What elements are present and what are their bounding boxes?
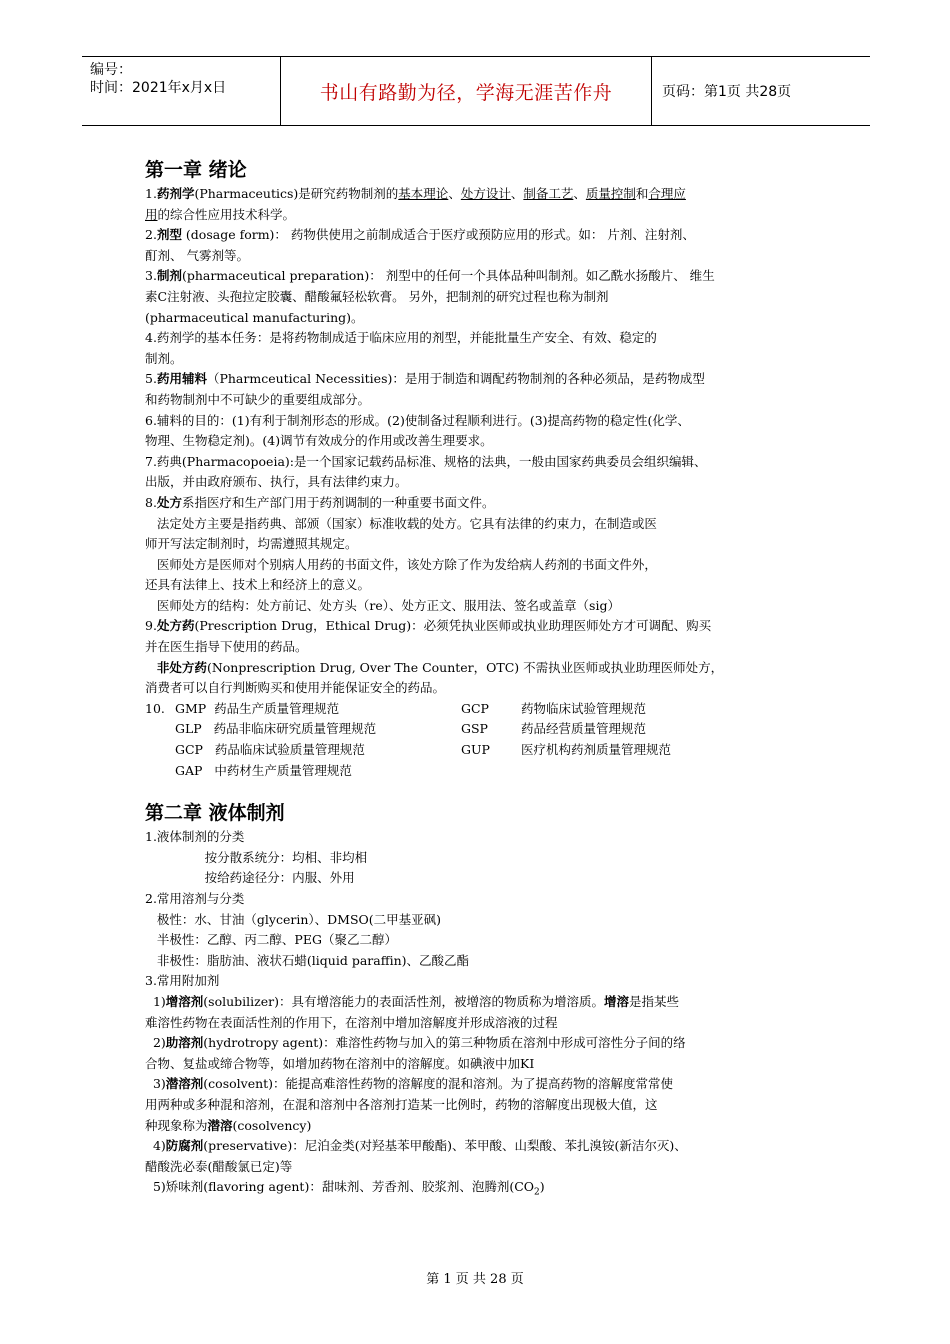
term-preparation: 制剂 bbox=[156, 268, 182, 284]
header-motto: 书山有路勤为径，学海无涯苦作舟 bbox=[281, 57, 652, 125]
term-prescription: 处方 bbox=[156, 494, 182, 510]
para-text: (solubilizer)：具有增溶能力的表面活性剂，被增溶的物质称为增溶质。 bbox=[203, 993, 604, 1009]
para-8-line-6: 医师处方的结构：处方前记、处方头（re）、处方正文、服用法、签名或盖章（sig） bbox=[145, 597, 620, 613]
para-text: (cosolvency) bbox=[232, 1117, 312, 1133]
para-text: (preservative)：尼泊金类(对羟基苯甲酸酯)、苯甲酸、山梨酸、苯扎溴铵(新洁尔灭)、 bbox=[203, 1138, 687, 1154]
para-3-line-1 bbox=[145, 266, 820, 287]
additive-3-line-2: 用两种或多种混和溶剂，在混和溶剂中各溶剂打造某一比例时，药物的溶解度出现极大值，这 bbox=[145, 1096, 658, 1112]
ch2-line-8: 3.常用附加剂 bbox=[145, 973, 220, 989]
gxp-entry: GLP 药品非临床研究质量管理规范 bbox=[175, 721, 377, 737]
para-8-line-3: 师开写法定制剂时，均需遵照其规定。 bbox=[145, 536, 358, 552]
additive-3-line-3 bbox=[145, 1116, 820, 1137]
separator: 、 bbox=[510, 186, 524, 201]
gxp-entry: GMP 药品生产质量管理规范 bbox=[175, 700, 340, 716]
additive-4-line-2: 醋酸洗必泰(醋酸氯已定)等 bbox=[145, 1158, 293, 1174]
ch2-line-1: 1.液体制剂的分类 bbox=[145, 829, 245, 845]
document-time: 时间：2021年x月x日 bbox=[90, 80, 227, 96]
para-8-line-4: 医师处方是医师对个别病人用药的书面文件，该处方除了作为发给病人药剂的书面文件外， bbox=[145, 556, 657, 572]
para-text: （Pharmceutical Necessities)：是用于制造和调配药物制剂的各种必须品，是药物成型 bbox=[206, 371, 705, 387]
underlined-term: 合理应 bbox=[648, 186, 686, 201]
para-text: (cosolvent)：能提高难溶性药物的溶解度的混和溶剂。为了提高药物的溶解度常常使 bbox=[203, 1076, 674, 1092]
gxp-desc: 药物临床试验管理规范 bbox=[521, 700, 647, 716]
para-6-line-2: 物理、生物稳定剂)。(4)调节有效成分的作用或改善生理要求。 bbox=[145, 433, 493, 449]
para-1-line-1 bbox=[145, 184, 820, 205]
para-3-line-2: 素C注射液、头孢拉定胶囊、醋酸氟轻松软膏。 另外，把制剂的研究过程也称为制剂 bbox=[145, 288, 609, 304]
gxp-code: GCP bbox=[461, 700, 489, 716]
additive-4-line-1 bbox=[145, 1136, 820, 1157]
item-number: 5. bbox=[145, 371, 157, 387]
item-number: 8. bbox=[145, 494, 157, 510]
additive-3-line-1 bbox=[145, 1074, 820, 1095]
para-5-line-2: 和药物制剂中不可缺少的重要组成部分。 bbox=[145, 391, 371, 407]
item-number: 1) bbox=[145, 993, 166, 1009]
ch2-line-6: 半极性：乙醇、丙二醇、PEG（聚乙二醇） bbox=[145, 932, 397, 948]
gxp-row-2 bbox=[145, 719, 820, 740]
para-8-line-2: 法定处方主要是指药典、部颁（国家）标准收载的处方。它具有法律的约束力，在制造或医 bbox=[145, 515, 657, 531]
additive-1-line-1 bbox=[145, 992, 820, 1013]
para-text: (Nonprescription Drug, Over The Counter，OTC) 不需执业医师或执业助理医师处方， bbox=[206, 659, 724, 675]
para-text: 的综合性应用技术科学。 bbox=[157, 206, 296, 222]
para-3-line-3: (pharmaceutical manufacturing)。 bbox=[145, 309, 364, 325]
para-9b-line-2: 消费者可以自行判断购买和使用并能保证安全的药品。 bbox=[145, 680, 446, 696]
separator: 和 bbox=[635, 186, 649, 201]
additive-1-line-2: 难溶性药物在表面活性剂的作用下，在溶剂中增加溶解度并形成溶液的过程 bbox=[145, 1014, 558, 1030]
para-2-line-2: 酊剂、 气雾剂等。 bbox=[145, 247, 249, 263]
header-page-info: 页码：第1页 共28页 bbox=[662, 84, 792, 100]
gxp-code bbox=[461, 761, 521, 782]
para-text: (dosage form)： 药物供使用之前制成适合于医疗或预防应用的形式。如： 片剂、注射剂、 bbox=[181, 227, 695, 243]
additive-2-line-1 bbox=[145, 1033, 820, 1054]
document-number-label: 编号： bbox=[90, 62, 132, 78]
para-text: (pharmaceutical preparation)： 剂型中的任何一个具体品种叫制剂。如乙酰水扬酸片、 维生 bbox=[181, 268, 715, 284]
header-meta bbox=[82, 57, 281, 125]
additive-2-line-2: 合物、复盐或缔合物等，如增加药物在溶剂中的溶解度。如碘液中加KI bbox=[145, 1055, 535, 1071]
item-number: 10. bbox=[145, 700, 165, 716]
term-prescription-drug: 处方药 bbox=[156, 618, 195, 634]
term-solubilization: 增溶 bbox=[604, 993, 630, 1009]
term-cosolvent: 潜溶剂 bbox=[165, 1076, 204, 1092]
gxp-desc: 药品经营质量管理规范 bbox=[521, 721, 647, 737]
term-dosage-form: 剂型 bbox=[156, 227, 182, 243]
gxp-entry: GAP 中药材生产质量管理规范 bbox=[175, 762, 352, 778]
item-number: 3) bbox=[145, 1076, 166, 1092]
para-text: (Pharmaceutics)是研究药物制剂的 bbox=[194, 186, 399, 201]
subscript: 2 bbox=[534, 1187, 540, 1198]
para-8-line-1 bbox=[145, 493, 820, 514]
chapter-2-title: 第二章 液体制剂 bbox=[145, 802, 285, 825]
item-number: 3. bbox=[145, 268, 157, 284]
para-4-line-1: 4.药剂学的基本任务：是将药物制成适于临床应用的剂型，并能批量生产安全、有效、稳定的 bbox=[145, 330, 657, 346]
ch2-line-3: 按给药途径分：内服、外用 bbox=[145, 870, 355, 886]
para-4-line-2: 制剂。 bbox=[145, 350, 183, 366]
para-text: (Prescription Drug，Ethical Drug)：必须凭执业医师或执业助理医师处方才可调配、购买 bbox=[194, 618, 712, 634]
item-number: 2. bbox=[145, 227, 157, 243]
gxp-row-4 bbox=[145, 761, 820, 782]
para-6-line-1: 6.辅料的目的：(1)有利于制剂形态的形成。(2)使制备过程顺利进行。(3)提高药物的稳定性(化学、 bbox=[145, 412, 690, 428]
page-footer: 第 1 页 共 28 页 bbox=[426, 1272, 524, 1287]
para-text: (hydrotropy agent)：难溶性药物与加入的第三种物质在溶剂中形成可溶性分子间的络 bbox=[203, 1035, 686, 1051]
ch2-line-7: 非极性：脂肪油、液状石蜡(liquid paraffin)、乙酸乙酯 bbox=[145, 952, 470, 968]
para-5-line-1 bbox=[145, 369, 820, 390]
term-otc: 非处方药 bbox=[156, 659, 207, 675]
term-preservative: 防腐剂 bbox=[165, 1138, 204, 1154]
underlined-term: 基本理论 bbox=[398, 186, 449, 201]
item-number: 1. bbox=[145, 186, 157, 201]
document-body bbox=[145, 156, 820, 1203]
separator: 、 bbox=[448, 186, 461, 201]
item-number: 9. bbox=[145, 618, 157, 634]
para-8-line-5: 还具有法律上、技术上和经济上的意义。 bbox=[145, 577, 371, 593]
page-header bbox=[82, 56, 870, 126]
para-9-line-2: 并在医生指导下使用的药品。 bbox=[145, 639, 308, 655]
separator: 、 bbox=[573, 186, 586, 201]
para-9b-line-1 bbox=[145, 658, 820, 679]
underlined-term: 处方设计 bbox=[460, 186, 511, 201]
term-pharmaceutics: 药剂学 bbox=[156, 186, 195, 201]
gxp-code: GSP bbox=[461, 721, 488, 737]
para-text: 种现象称为 bbox=[145, 1117, 208, 1133]
ch2-line-5: 极性：水、甘油（glycerin）、DMSO(二甲基亚砜) bbox=[145, 911, 442, 927]
para-text: 系指医疗和生产部门用于药剂调制的一种重要书面文件。 bbox=[181, 494, 495, 510]
term-solubilizer: 增溶剂 bbox=[165, 993, 204, 1009]
additive-5-line-1 bbox=[145, 1177, 820, 1203]
underlined-term: 制备工艺 bbox=[523, 186, 574, 201]
para-2-line-1 bbox=[145, 225, 820, 246]
para-7-line-2: 出版，并由政府颁布、执行，具有法律约束力。 bbox=[145, 474, 408, 490]
ch2-line-2: 按分散系统分：均相、非均相 bbox=[145, 849, 368, 865]
para-text: ) bbox=[539, 1179, 545, 1195]
item-number: 4) bbox=[145, 1138, 166, 1154]
para-9-line-1 bbox=[145, 616, 820, 637]
item-number: 2) bbox=[145, 1035, 166, 1051]
para-1-line-2 bbox=[145, 205, 820, 226]
underlined-term: 质量控制 bbox=[585, 186, 636, 201]
gxp-row-1 bbox=[145, 699, 820, 720]
gxp-row-3 bbox=[145, 740, 820, 761]
term-hydrotropy: 助溶剂 bbox=[165, 1035, 204, 1051]
chapter-1-title: 第一章 绪论 bbox=[145, 159, 247, 181]
gxp-desc: 医疗机构药剂质量管理规范 bbox=[521, 742, 672, 758]
gxp-entry: GCP 药品临床试验质量管理规范 bbox=[175, 742, 365, 758]
para-text: 5)矫味剂(flavoring agent)：甜味剂、芳香剂、胶浆剂、泡腾剂(CO bbox=[145, 1179, 535, 1195]
gxp-code: GUP bbox=[461, 742, 490, 758]
underlined-term: 用 bbox=[145, 206, 158, 222]
term-excipients: 药用辅料 bbox=[156, 371, 207, 387]
ch2-line-4: 2.常用溶剂与分类 bbox=[145, 891, 245, 906]
para-text: 是指某些 bbox=[629, 993, 680, 1009]
term-cosolvency: 潜溶 bbox=[207, 1117, 233, 1133]
para-7-line-1: 7.药典(Pharmacopoeia):是一个国家记载药品标准、规格的法典，一般由国家药典委员会组织编辑、 bbox=[145, 453, 707, 469]
